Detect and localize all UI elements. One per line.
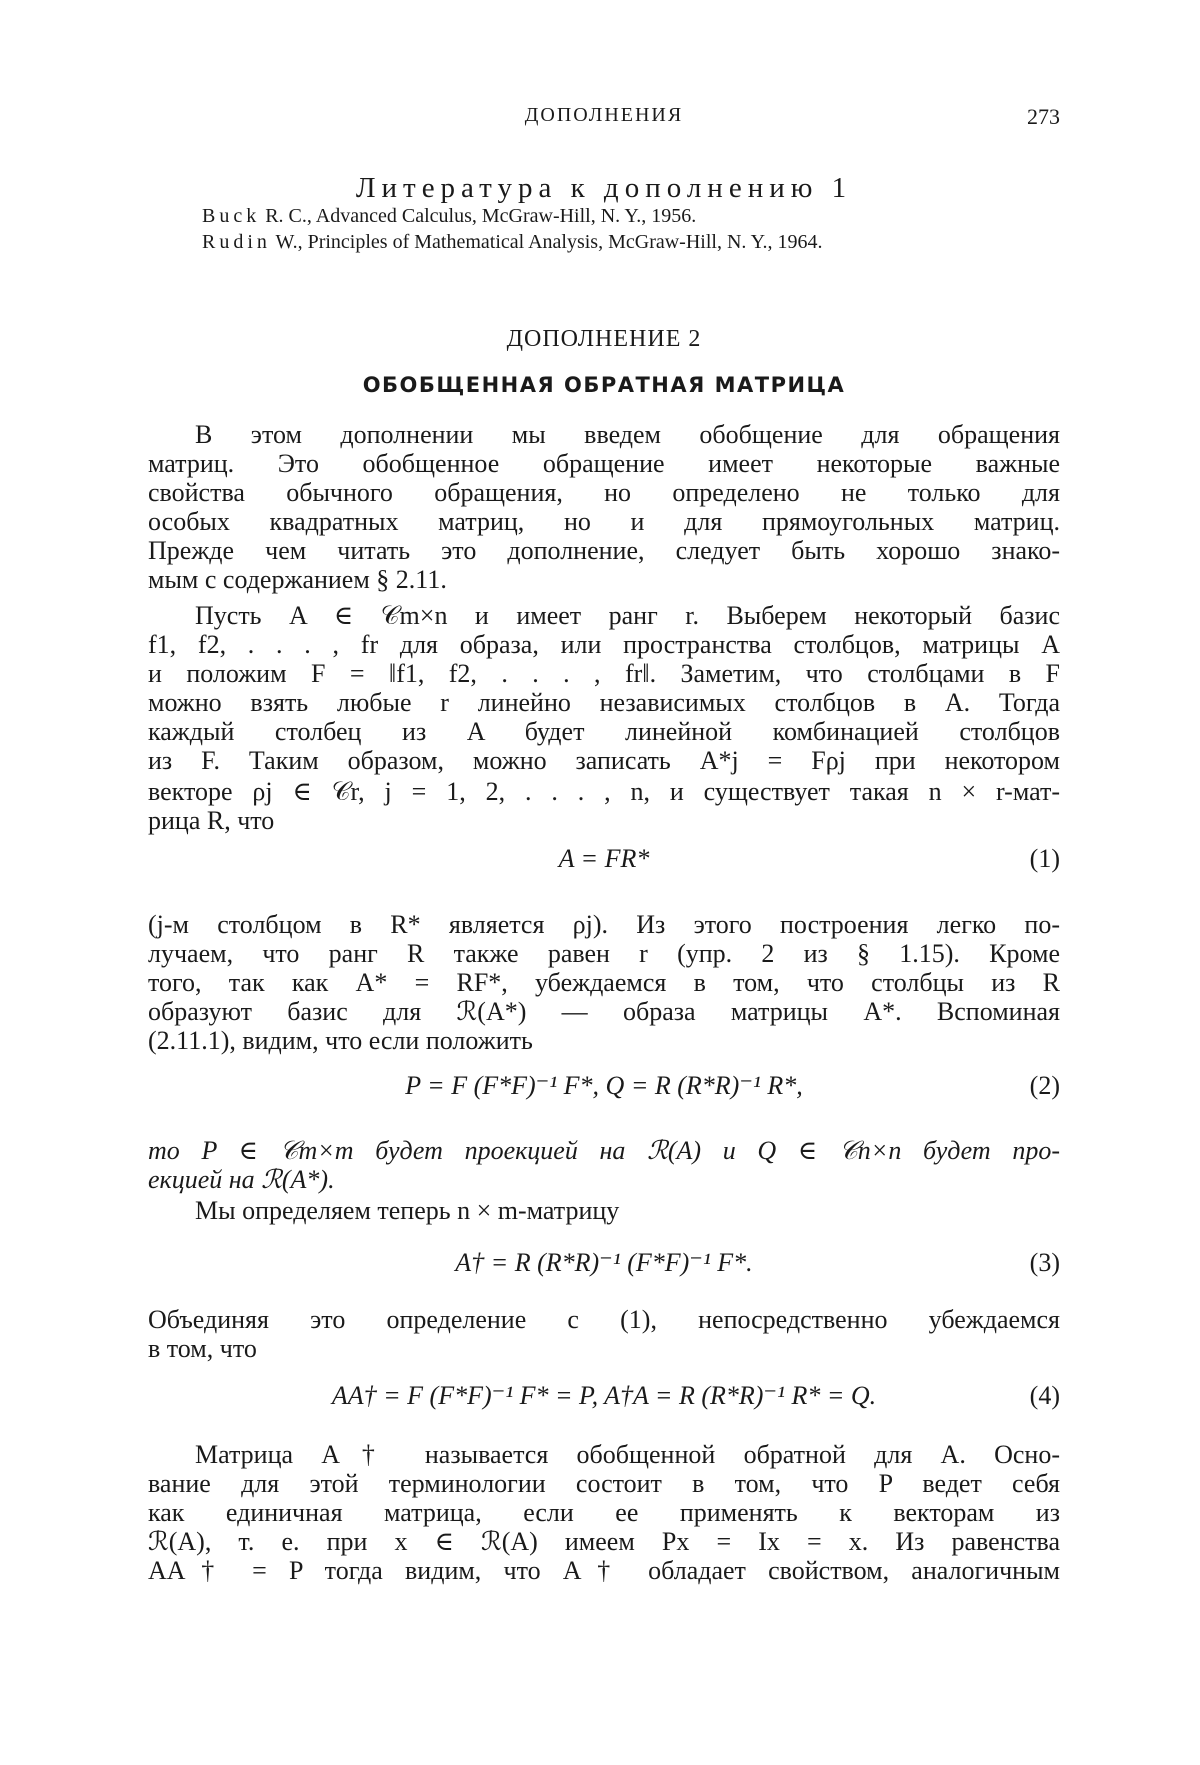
equation-number: (4) xyxy=(1029,1381,1060,1410)
equation-4 xyxy=(148,1380,1060,1412)
text-line: Прежде чем читать это дополнение, следует быть хорошо знако- xyxy=(148,536,1060,565)
text-line: особых квадратных матриц, но и для прямоугольных матриц. xyxy=(148,507,1060,536)
equation-1 xyxy=(148,843,1060,875)
text-line: Пусть A ∈ 𝒞m×n и имеет ранг r. Выберем некоторый базис xyxy=(195,601,1060,630)
text-line: образуют базис для ℛ(A*) — образа матрицы A*. Вспоминая xyxy=(148,997,1060,1026)
equation-formula: A† = R (R*R)⁻¹ (F*F)⁻¹ F*. xyxy=(455,1248,753,1277)
text-line: В этом дополнении мы введем обобщение для обращения xyxy=(195,420,1060,449)
equation-number: (2) xyxy=(1029,1071,1060,1100)
text-line: Матрица A† называется обобщенной обратной для A. Осно- xyxy=(195,1440,1060,1469)
text-line: можно взять любые r линейно независимых столбцов в A. Тогда xyxy=(148,688,1060,717)
page-number: 273 xyxy=(1027,104,1060,129)
text-line: рица R, что xyxy=(148,806,275,835)
text-line: (2.11.1), видим, что если положить xyxy=(148,1026,533,1055)
text-line: вание для этой терминологии состоит в том, что P ведет себя xyxy=(148,1469,1060,1498)
running-head xyxy=(148,104,1060,134)
text-line: свойства обычного обращения, но определено не только для xyxy=(148,478,1060,507)
text-line: Объединяя это определение с (1), непосредственно убеждаемся xyxy=(148,1305,1060,1334)
text-line: векторе ρj ∈ 𝒞r, j = 1, 2, . . . , n, и существует такая n × r-мат- xyxy=(148,777,1060,806)
text-line: f1, f2, . . . , fr для образа, или пространства столбцов, матрицы A xyxy=(148,630,1060,659)
text-line: лучаем, что ранг R также равен r (упр. 2 из § 1.15). Кроме xyxy=(148,939,1060,968)
text-line: Мы определяем теперь n × m-матрицу xyxy=(195,1196,620,1225)
text-line: матриц. Это обобщенное обращение имеет некоторые важные xyxy=(148,449,1060,478)
text-line: то P ∈ 𝒞m×m будет проекцией на ℛ(A) и Q ∈ 𝒞n×n будет про- xyxy=(148,1136,1060,1165)
text-line: ℛ(A), т. е. при x ∈ ℛ(A) имеем Px = Ix = x. Из равенства xyxy=(148,1527,1060,1556)
equation-number: (3) xyxy=(1029,1248,1060,1277)
literature-heading: Литература к дополнению 1 xyxy=(355,172,853,204)
appendix-number: ДОПОЛНЕНИЕ 2 xyxy=(506,326,702,352)
equation-formula: P = F (F*F)⁻¹ F*, Q = R (R*R)⁻¹ R*, xyxy=(405,1071,803,1100)
text-line: из F. Таким образом, можно записать A*j = Fρj при некотором xyxy=(148,746,1060,775)
running-head-title: ДОПОЛНЕНИЯ xyxy=(524,104,684,126)
text-line: каждый столбец из A будет линейной комбинацией столбцов xyxy=(148,717,1060,746)
appendix-title: ОБОБЩЕННАЯ ОБРАТНАЯ МАТРИЦА xyxy=(362,373,846,397)
equation-3 xyxy=(148,1247,1060,1279)
equation-2 xyxy=(148,1070,1060,1102)
text-line: и положим F = ‖f1, f2, . . . , fr‖. Заметим, что столбцами в F xyxy=(148,659,1060,688)
text-line: того, так как A* = RF*, убеждаемся в том, что столбцы из R xyxy=(148,968,1060,997)
reference-1 xyxy=(202,203,1062,229)
text-line: (j-м столбцом в R* является ρj). Из этого построения легко по- xyxy=(148,910,1060,939)
reference-2 xyxy=(202,229,1062,255)
text-line: екцией на ℛ(A*). xyxy=(148,1165,335,1194)
equation-formula: AA† = F (F*F)⁻¹ F* = P, A†A = R (R*R)⁻¹ R* = Q. xyxy=(331,1381,877,1410)
reference-author: Buck xyxy=(202,205,261,227)
equation-number: (1) xyxy=(1029,844,1060,873)
text-line: мым с содержанием § 2.11. xyxy=(148,565,447,594)
text-line: AA† = P тогда видим, что A† обладает свойством, аналогичным xyxy=(148,1556,1060,1585)
text-line: в том, что xyxy=(148,1334,257,1363)
reference-author: Rudin xyxy=(202,231,271,253)
reference-text: R. C., Advanced Calculus, McGraw-Hill, N. Y., 1956. xyxy=(260,205,697,227)
equation-formula: A = FR* xyxy=(558,844,650,873)
reference-text: W., Principles of Mathematical Analysis, McGraw-Hill, N. Y., 1964. xyxy=(270,231,823,253)
text-line: как единичная матрица, если ее применять к векторам из xyxy=(148,1498,1060,1527)
